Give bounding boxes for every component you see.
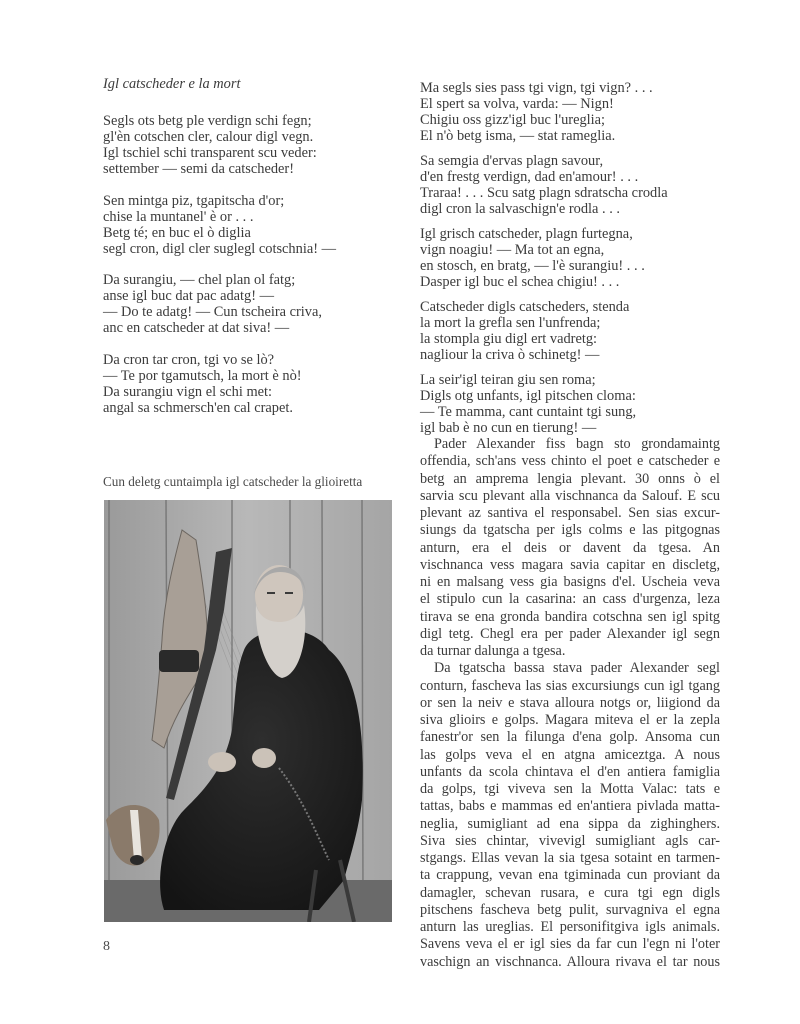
- prose-line: Da tgatscha bassa stava pader Alexander segl: [434, 660, 720, 677]
- poem-line: nagliour la criva ò schinetg! —: [420, 347, 600, 363]
- monk-hand: [208, 752, 236, 772]
- poem-line: El spert sa volva, varda: — Nign!: [420, 96, 614, 112]
- prose-line: betg an amprema lengia plevant. 30 onns ò el: [420, 470, 720, 487]
- prose-line: conturn, fascheva las sias excursiungs cun igl tgang: [420, 677, 720, 694]
- prose-line: fanestr'or sen la filunga d'ena golp. Ansoma cun: [420, 729, 720, 746]
- poem-line: Traraa! . . . Scu satg plagn sdratscha crodla: [420, 185, 668, 201]
- poem-line: Ma segls sies pass tgi vign, tgi vign? . . .: [420, 80, 653, 96]
- prose-line: anturn las ureglias. El personifitgiva igls animals.: [420, 919, 720, 935]
- prose-line: digl tetg. Chegl era per pader Alexander igl segn: [420, 625, 720, 642]
- poem-title: Igl catscheder e la mort: [103, 76, 241, 92]
- prose-line: las golps veva el en atgna amiceztga. A nous: [420, 746, 720, 763]
- monk-hand: [252, 748, 276, 768]
- prose-line: stgangs. Ellas vevan la sia tgesa sotaint en tarmen-: [420, 850, 720, 866]
- prose-line: ta crappung, vevan ena tgiminada cun proviant da: [420, 867, 720, 884]
- prose-line: anturn, era el deis or davent da tgesa. An: [420, 539, 720, 556]
- poem-line: — Te mamma, cant cuntaint tgi sung,: [420, 404, 637, 420]
- prose-column: [420, 436, 720, 971]
- poem-line: Igl grisch catscheder, plagn furtegna,: [420, 226, 633, 242]
- poem-line: anse igl buc dat pac adatg! —: [103, 288, 275, 304]
- prose-line: Savens veva el er igl sies da far cun l'egn ni l'oter: [420, 936, 720, 953]
- poem-line: en stosch, en bratg, — l'è surangiu! . . .: [420, 258, 645, 274]
- prose-line: ni en malsang vess gia basigns d'el. Uscheia veva: [420, 574, 720, 590]
- prose-line: tirava se ena gronda bandira cotschna sen igl spitg: [420, 608, 720, 625]
- prose-line: da golps, tgi viveva sen la Motta Valac: tats e: [420, 781, 720, 797]
- poem-line: Digls otg unfants, igl pitschen cloma:: [420, 388, 636, 404]
- poem-line: Da surangiu, — chel plan ol fatg;: [103, 272, 296, 288]
- prose-line: siungs da tgatscha per igls colms e las pitgognas: [420, 522, 720, 539]
- ammo-pouch: [159, 650, 199, 672]
- prose-paragraph: [420, 436, 720, 660]
- photo-monk-hunter: [104, 500, 392, 922]
- prose-line: da turnar dalunga a tgesa.: [420, 643, 566, 659]
- poem-line: la mort la grefla sen l'unfrenda;: [420, 315, 601, 331]
- poem-line: settember — semi da catscheder!: [103, 161, 294, 177]
- poem-line: Betg té; en buc el ò diglia: [103, 225, 251, 241]
- photo-caption: Cun deletg cuntaimpla igl catscheder la glioiretta: [103, 474, 363, 489]
- poem-line: chise la muntanel' è or . . .: [103, 209, 254, 225]
- prose-line: Pader Alexander fiss bagn sto grondamaintg: [434, 436, 720, 452]
- photo-image: [104, 500, 392, 922]
- poem-line: Da surangiu vign el schi met:: [103, 384, 273, 400]
- prose-line: offendia, sch'ans vess chinto el poet e catscheder e: [420, 453, 720, 470]
- poem-line: digl cron la salvaschign'e rodla . . .: [420, 201, 621, 217]
- poem-line: segl cron, digl cler suglegl cotschnia! —: [103, 241, 336, 257]
- prose-line: sarvia scu plevant alla vischnanca da Salouf. E scu: [420, 487, 720, 504]
- poem-line: igl bab è no cun en tierung! —: [420, 420, 597, 436]
- prose-line: or sen la neiv e stava alloura notgs or, liigiond da: [420, 694, 720, 711]
- poem-line: — Do te adatg! — Cun tscheira criva,: [103, 304, 322, 320]
- prose-line: Siva sies chintar, vivevigl sumigliant agls car-: [420, 832, 720, 849]
- poem-line: angal sa schmersch'en cal crapet.: [103, 400, 293, 416]
- prose-line: vischnanca vess magara savia capitar en discletg,: [420, 556, 720, 573]
- poem-line: Segls ots betg ple verdign schi fegn;: [103, 113, 312, 129]
- poem-line: La seir'igl teiran giu sen roma;: [420, 372, 596, 388]
- prose-line: el stipulo cun la casarina: an cass d'urgenza, leza: [420, 591, 720, 608]
- poem-line: d'en frestg verdign, dad en'amour! . . .: [420, 169, 639, 185]
- prose-line: unfants da scola chintava el d'en antiera famiglia: [420, 763, 720, 780]
- poem-line: la stompla giu digl ert vadretg:: [420, 331, 598, 347]
- poem-line: Sa semgia d'ervas plagn savour,: [420, 153, 604, 169]
- poem-line: Igl tschiel schi transparent scu veder:: [103, 145, 317, 161]
- poem-line: vign noagiu! — Ma tot an egna,: [420, 242, 605, 258]
- poem-line: Da cron tar cron, tgi vo se lò?: [103, 352, 275, 368]
- page-number: 8: [103, 939, 110, 954]
- prose-line: damagler, schevan rusara, e cura tgi egn digls: [420, 884, 720, 901]
- poem-line: anc en catscheder at dat siva! —: [103, 320, 290, 336]
- prose-line: plevant az santiva el responsabel. Sen sias excur-: [420, 505, 720, 521]
- prose-line: neglia, sumigliant ad ena sippa da zighinghers.: [420, 815, 720, 832]
- poem-line: Chigiu oss gizz'igl buc l'ureglia;: [420, 112, 606, 128]
- poem-line: Dasper igl buc el schea chigiu! . . .: [420, 274, 620, 290]
- prose-line: siva glioirs e golps. Magara miteva el er la zepla: [420, 712, 720, 728]
- poem-line: Sen mintga piz, tgapitscha d'or;: [103, 193, 285, 209]
- prose-line: pitschens fascheva betg pulit, survagniva el egna: [420, 901, 720, 918]
- poem-line: gl'èn cotschen cler, calour digl vegn.: [103, 129, 314, 145]
- poem-line: Catscheder digls catscheders, stenda: [420, 299, 630, 315]
- poem-line: — Te por tgamutsch, la mort è nò!: [103, 368, 302, 384]
- prose-line: tattas, babs e mammas ed en'antiera pivlada matta-: [420, 798, 720, 815]
- poem-line: El n'ò betg isma, — stat rameglia.: [420, 128, 616, 144]
- prose-line: vaschign an vischnanca. Alloura rivava el tar nous: [420, 953, 720, 970]
- prose-paragraph: [420, 660, 720, 971]
